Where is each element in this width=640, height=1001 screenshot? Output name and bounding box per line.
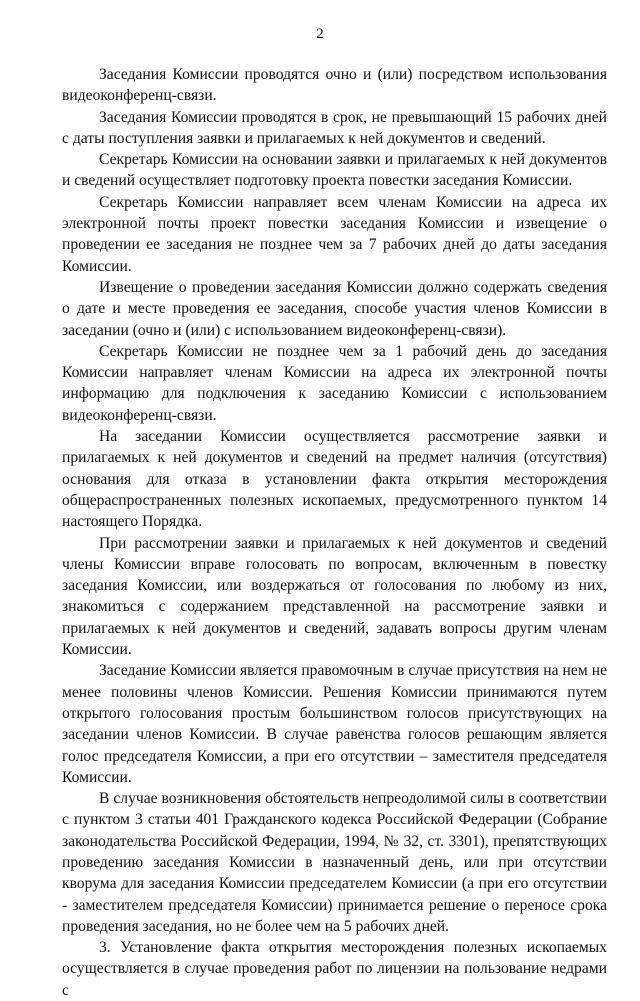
page-number: 2 [316,26,324,42]
paragraph: Заседания Комиссии проводятся в срок, не превышающий 15 рабочих дней с даты поступления заявки и прилагаемых к ней документов и сведений. [62,108,607,147]
paragraph: При рассмотрении заявки и прилагаемых к ней документов и сведений члены Комиссии вправе голосовать по вопросам, включенным в повестку заседания Комиссии, или воздержаться от голосования по любому из них, знакомиться с содержанием представленной на рассмотрение заявки и прилагаемых к ней документов и сведений, задавать вопросы другим членам Комиссии. [62,534,607,659]
paragraph: Секретарь Комиссии на основании заявки и прилагаемых к ней документов и сведений осуществляет подготовку проекта повестки заседания Комиссии. [62,151,607,190]
paragraph: 3. Установление факта открытия месторождения полезных ископаемых осуществляется в случае проведения работ по лицензии на пользование недрами с [62,939,607,999]
paragraph: Заседание Комиссии является правомочным в случае присутствия на нем не менее половины членов Комиссии. Решения Комиссии принимаются путем открытого голосования простым большинством голосов присутствующих на заседании членов Комиссии. В случае равенства голосов решающим является голос председателя Комиссии, а при его отсутствии – заместителя председателя Комиссии. [62,662,607,786]
paragraph: Секретарь Комиссии не позднее чем за 1 рабочий день до заседания Комиссии направляет членам Комиссии на адреса их электронной почты информацию для подключения к заседанию Комиссии с использованием видеоконференц-связи. [62,342,607,424]
paragraph: Извещение о проведении заседания Комиссии должно содержать сведения о дате и месте проведения ее заседания, способе участия членов Комиссии в заседании (очно и (или) с использованием видеоконференц-связи). [62,278,607,339]
paragraph: Секретарь Комиссии направляет всем членам Комиссии на адреса их электронной почты проект повестки заседания Комиссии и извещение о проведении ее заседания не позднее чем за 7 рабочих дней до даты заседания Комиссии. [62,193,607,275]
document-body [62,64,607,1001]
paragraph: В случае возникновения обстоятельств непреодолимой силы в соответствии с пунктом 3 статьи 401 Гражданского кодекса Российской Федерации (Собрание законодательства Российской Федерации, 1994, № 32, ст. 3301), препятствующих проведению заседания Комиссии в назначенный день, или при отсутствии кворума для заседания Комиссии председателем Комиссии (а при его отсутствии - заместителем председателя Комиссии) принимается решение о переносе срока проведения заседания, но не более чем на 5 рабочих дней. [62,790,607,935]
paragraph: Заседания Комиссии проводятся очно и (или) посредством использования видеоконференц-связи. [62,66,607,105]
paragraph: На заседании Комиссии осуществляется рассмотрение заявки и прилагаемых к ней документов и сведений на предмет наличия (отсутствия) основания для отказа в установлении факта открытия месторождения общераспространенных полезных ископаемых, предусмотренного пунктом 14 настоящего Порядка. [62,428,607,531]
